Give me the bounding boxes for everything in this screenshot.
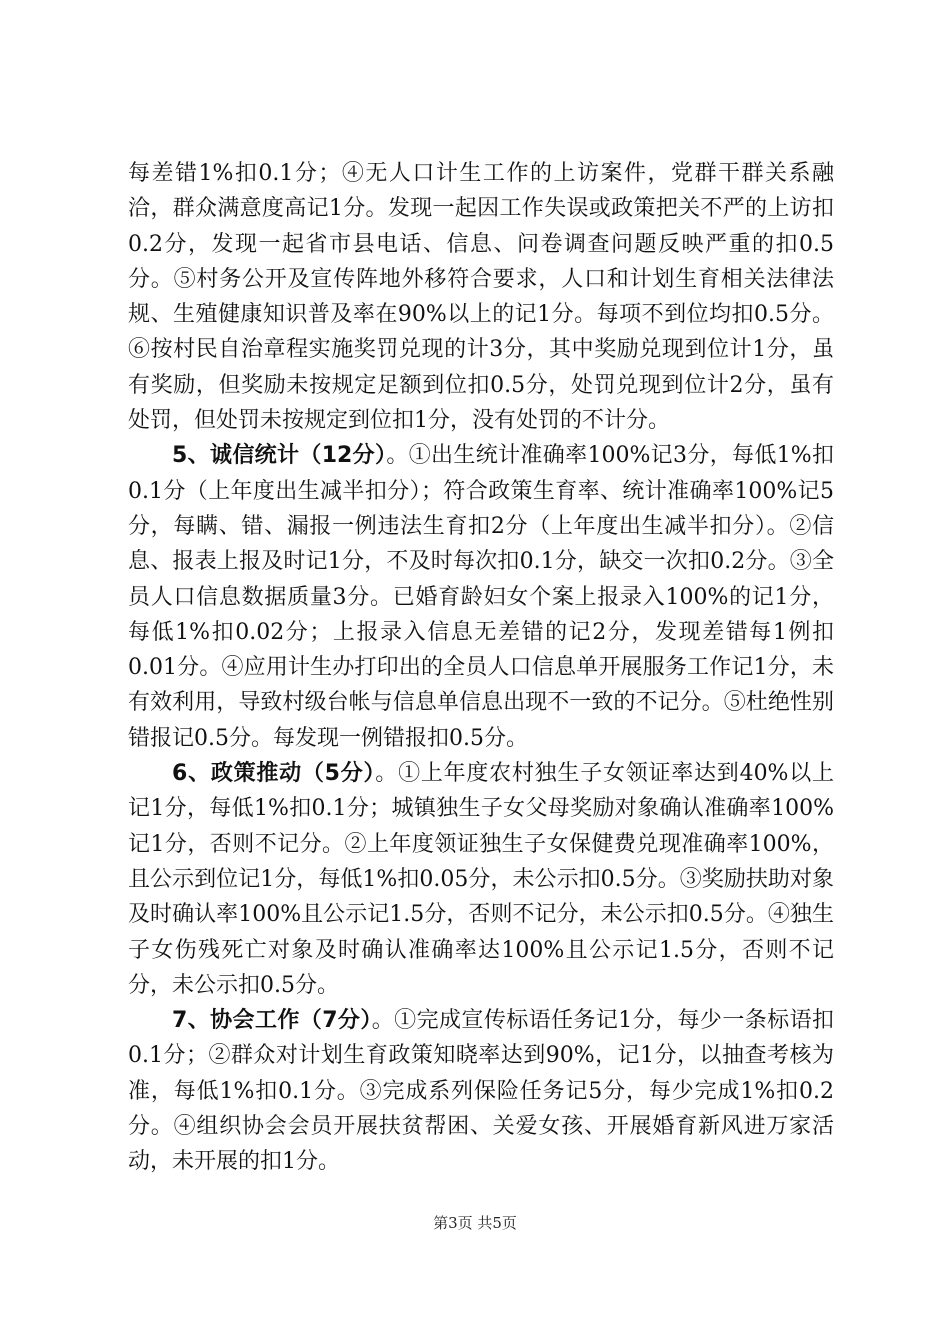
paragraph-association-work (128, 1003, 834, 1179)
paragraph-text: 。①出生统计准确率100%记3分，每低1%扣0.1分（上年度出生减半扣分）；符合政策生育率、统计准确率100%记5分，每瞒、错、漏报一例违法生育扣2分（上年度出生减半扣分）。②信息、报表上报及时记1分，不及时每次扣0.1分，缺交一次扣0.2分。③全员人口信息数据质量3分。已婚育龄妇女个案上报录入100%的记1分，每低1%扣0.02分；上报录入信息无差错的记2分，发现差错每1例扣0.01分。④应用计生办打印出的全员人口信息单开展服务工作记1分，未有效利用，导致村级台帐与信息单信息出现不一致的不记分。⑤杜绝性别错报记0.5分。每发现一例错报扣0.5分。 (128, 443, 834, 751)
paragraph-policy-promotion (128, 756, 834, 1003)
paragraph-text: 。①上年度农村独生子女领证率达到40%以上记1分，每低1%扣0.1分；城镇独生子女父母奖励对象确认准确率100%记1分，否则不记分。②上年度领证独生子女保健费兑现准确率100%，且公示到位记1分，每低1%扣0.05分，未公示扣0.5分。③奖励扶助对象及时确认率100%且公示记1.5分，否则不记分，未公示扣0.5分。④独生子女伤残死亡对象及时确认准确率达100%且公示记1.5分，否则不记分，未公示扣0.5分。 (128, 761, 834, 998)
section-heading: 7、协会工作（7分） (172, 1008, 372, 1034)
page-number: 第3页 共5页 (433, 1214, 517, 1232)
page-footer (0, 1212, 950, 1233)
paragraph-text: 。①完成宣传标语任务记1分，每少一条标语扣0.1分；②群众对计划生育政策知晓率达到90%，记1分，以抽查考核为准，每低1%扣0.1分。③完成系列保险任务记5分，每少完成1%扣0.2分。④组织协会会员开展扶贫帮困、关爱女孩、开展婚育新风进万家活动，未开展的扣1分。 (128, 1008, 834, 1175)
paragraph-integrity-statistics (128, 438, 834, 756)
paragraph-text: 每差错1%扣0.1分；④无人口计生工作的上访案件，党群干群关系融洽，群众满意度高记1分。发现一起因工作失误或政策把关不严的上访扣0.2分，发现一起省市县电话、信息、问卷调查问题反映严重的扣0.5分。⑤村务公开及宣传阵地外移符合要求，人口和计划生育相关法律法规、生殖健康知识普及率在90%以上的记1分。每项不到位均扣0.5分。⑥按村民自治章程实施奖罚兑现的计3分，其中奖励兑现到位计1分，虽有奖励，但奖励未按规定足额到位扣0.5分，处罚兑现到位计2分，虽有处罚，但处罚未按规定到位扣1分，没有处罚的不计分。 (128, 161, 834, 434)
document-body (128, 156, 834, 1180)
paragraph-continuation (128, 156, 834, 438)
section-heading: 6、政策推动（5分） (172, 761, 376, 787)
section-heading: 5、诚信统计（12分） (172, 443, 387, 469)
